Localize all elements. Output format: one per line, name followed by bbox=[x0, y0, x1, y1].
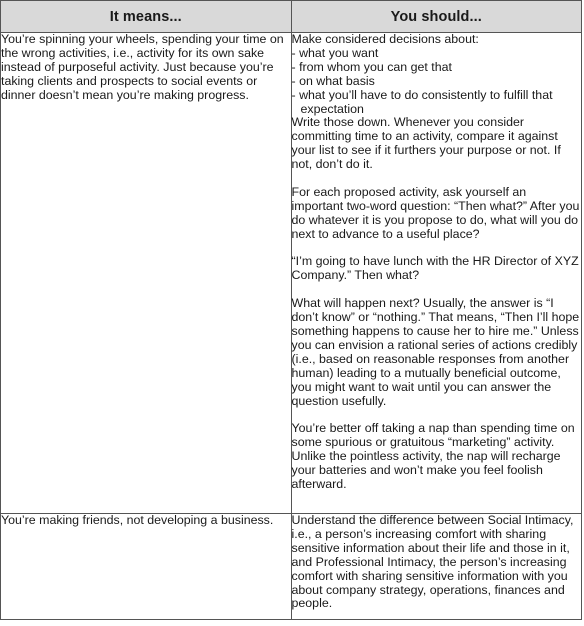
should-paragraph: What will happen next? Usually, the answer is “I don’t know” or “nothing.” That means, “Then I’ll hope something happens to cause her to hire me.” Unless you can envision a rational series of actions credibly (i.e., based on reasonable responses from another human) leading to a mutually beneficial outcome, you might want to wait until you can answer the question usefully. bbox=[291, 296, 580, 408]
table-row bbox=[1, 33, 582, 514]
should-paragraph: “I’m going to have lunch with the HR Director of XYZ Company.” Then what? bbox=[291, 254, 579, 283]
header-row bbox=[1, 1, 582, 33]
means-cell bbox=[1, 514, 292, 620]
should-paragraph: Write those down. Whenever you consider committing time to an activity, compare it against your list to see if it furthers your purpose or not. If not, don’t do it. bbox=[291, 115, 561, 172]
list-item: - from whom you can get that bbox=[292, 61, 582, 75]
should-cell bbox=[291, 33, 582, 514]
list-item: - on what basis bbox=[292, 75, 582, 89]
means-cell bbox=[1, 33, 292, 514]
should-cell bbox=[291, 514, 582, 620]
should-paragraph: Understand the difference between Social Intimacy, i.e., a person’s increasing comfort with sharing sensitive information about their life and those in it, and Professional Intimacy, the person’s increasing comfort with sharing sensitive information with you about company strategy, operations, finances and people. bbox=[291, 513, 574, 611]
should-paragraph: For each proposed activity, ask yourself an important two-word question: “Then what?” After you do whatever it is you propose to do, what will you do next to advance to a useful place? bbox=[291, 184, 580, 241]
should-paragraph: You’re better off taking a nap than spending time on some spurious or gratuitous “marketing” activity. Unlike the pointless activity, the nap will recharge your batteries and won’t make you feel foolish afterward. bbox=[291, 421, 575, 491]
means-text: You’re making friends, not developing a business. bbox=[1, 513, 274, 527]
header-it-means: It means... bbox=[1, 1, 292, 33]
table-row bbox=[1, 514, 582, 620]
should-intro: Make considered decisions about: bbox=[291, 32, 479, 46]
means-text: You’re spinning your wheels, spending your time on the wrong activities, i.e., activity for its own sake instead of purposeful activity. Just because you’re taking clients and prospects to social events or dinner doesn’t mean you’re making progress. bbox=[1, 32, 284, 102]
list-item: - what you’ll have to do consistently to fulfill that expectation bbox=[292, 89, 582, 117]
list-item: - what you want bbox=[292, 47, 582, 61]
header-you-should: You should... bbox=[291, 1, 582, 33]
decision-list bbox=[292, 47, 582, 117]
